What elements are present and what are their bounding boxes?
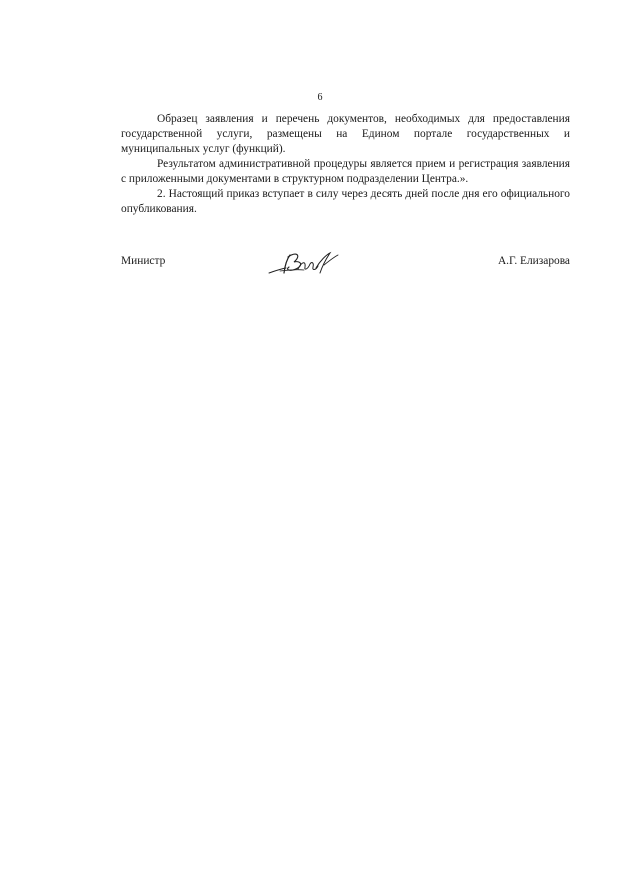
paragraph-effective-date: 2. Настоящий приказ вступает в силу через десять дней после дня его официального опубликования. (121, 188, 570, 215)
page-number: 6 (317, 92, 323, 103)
signatory-title: Министр (121, 255, 166, 267)
signature-block (121, 249, 570, 279)
handwritten-signature (266, 249, 341, 277)
paragraph-application-form: Образец заявления и перечень документов, необходимых для предоставления государственной услуги, размещены на Едином портале государственных и муниципальных услуг (функций). (121, 113, 570, 155)
paragraph-procedure-result: Результатом административной процедуры является прием и регистрация заявления с приложенными документами в структурном подразделении Центра.». (121, 158, 570, 185)
document-body (121, 112, 570, 217)
signatory-name: А.Г. Елизарова (497, 255, 570, 267)
